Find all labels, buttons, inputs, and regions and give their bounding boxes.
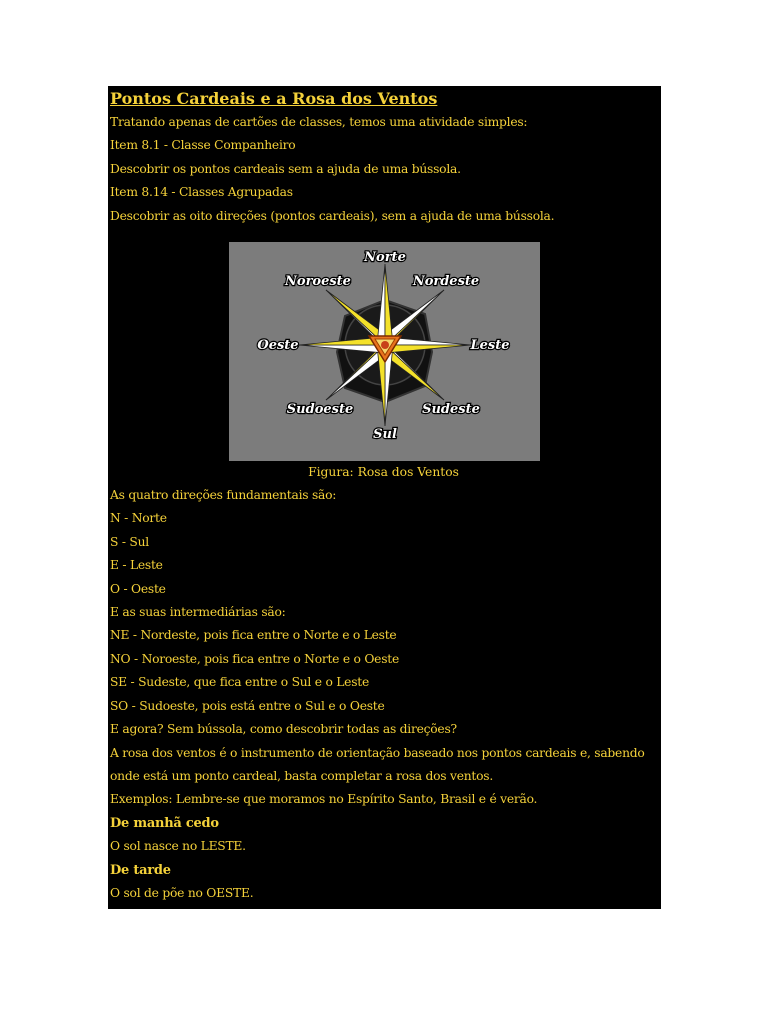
compass-rose-image (229, 242, 540, 461)
page-title: Pontos Cardeais e a Rosa dos Ventos (110, 89, 438, 108)
afternoon-heading: De tarde (110, 862, 171, 878)
intro-line: Descobrir as oito direções (pontos cardeais), sem a ajuda de uma bússola. (110, 208, 555, 223)
morning-heading: De manhã cedo (110, 815, 219, 831)
compass-label-southeast: Sudeste (422, 402, 480, 418)
body-line: N - Norte (110, 511, 167, 526)
body-line: SE - Sudeste, que fica entre o Sul e o Leste (110, 675, 369, 690)
compass-label-northwest: Noroeste (285, 274, 351, 290)
document-page (108, 86, 661, 909)
compass-label-south: Sul (373, 427, 397, 443)
body-line: E agora? Sem bússola, como descobrir todas as direções? (110, 722, 457, 737)
compass-label-southwest: Sudoeste (286, 402, 354, 418)
body-line: NE - Nordeste, pois fica entre o Norte e o Leste (110, 628, 397, 643)
compass-label-east: Leste (470, 338, 510, 354)
compass-label-north: Norte (364, 250, 406, 266)
body-line: SO - Sudoeste, pois está entre o Sul e o Oeste (110, 698, 385, 713)
body-paragraph: A rosa dos ventos é o instrumento de orientação baseado nos pontos cardeais e, sabendo onde está um ponto cardeal, basta completar a rosa dos ventos. (110, 745, 645, 783)
body-line: NO - Noroeste, pois fica entre o Norte e o Oeste (110, 651, 399, 666)
compass-label-west: Oeste (257, 338, 299, 354)
figure-caption: Figura: Rosa dos Ventos (308, 465, 459, 480)
body-line: O - Oeste (110, 581, 166, 596)
body-line: S - Sul (110, 534, 149, 549)
body-line: As quatro direções fundamentais são: (110, 488, 337, 503)
body-line: E as suas intermediárias são: (110, 605, 286, 620)
intro-line: Item 8.14 - Classes Agrupadas (110, 185, 293, 200)
afternoon-text: O sol de põe no OESTE. (110, 885, 254, 900)
examples-line: Exemplos: Lembre-se que moramos no Espírito Santo, Brasil e é verão. (110, 792, 538, 807)
compass-figure (110, 228, 657, 484)
intro-line: Item 8.1 - Classe Companheiro (110, 138, 296, 153)
compass-label-northeast: Nordeste (412, 274, 480, 290)
morning-text: O sol nasce no LESTE. (110, 839, 246, 854)
compass-rose-graphic (229, 242, 540, 461)
intro-line: Tratando apenas de cartões de classes, temos uma atividade simples: (110, 115, 528, 129)
intro-line: Descobrir os pontos cardeais sem a ajuda de uma bússola. (110, 161, 461, 176)
body-line: E - Leste (110, 558, 163, 573)
